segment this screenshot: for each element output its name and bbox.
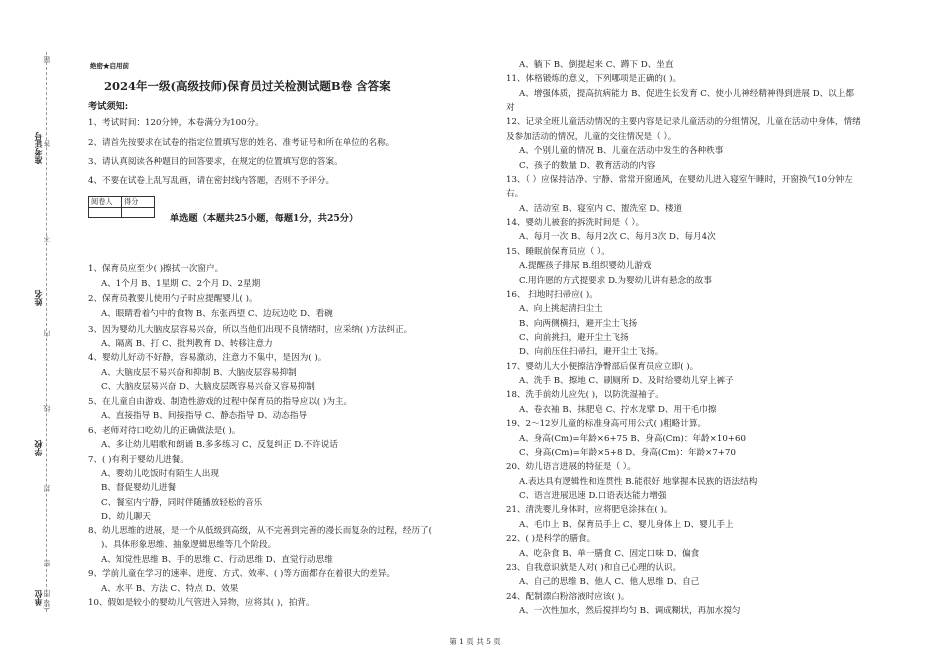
question-line: A、向上挑起清扫尘土 bbox=[519, 304, 603, 314]
question-line: C、向前挑扫，避开尘土飞扬 bbox=[519, 333, 629, 343]
question-line: A.提醒孩子排尿 B.组织婴幼儿游戏 bbox=[519, 261, 652, 271]
margin-mark: 图 bbox=[43, 590, 51, 597]
question-line: 22、( )是科学的膳食。 bbox=[506, 534, 596, 544]
question-line: A、1个月 B、1星期 C、2个月 D、2星期 bbox=[101, 279, 261, 289]
margin-label-unit: 单位 bbox=[33, 590, 43, 606]
margin-mark: (装 bbox=[43, 600, 51, 610]
question-line: A、大脑皮层不易兴奋和抑制 B、大脑皮层容易抑制 bbox=[101, 368, 297, 378]
margin-label-school: 学校 bbox=[33, 440, 43, 456]
question-line: A、多让幼儿唱歌和朗诵 B.多多练习 C、反复纠正 D.不许说话 bbox=[101, 440, 338, 450]
question-line: 9、学前儿童在学习的速率、进度、方式、效率、( )等方面都存在着很大的差异。 bbox=[88, 569, 396, 579]
question-line: 13、（ ）应保持洁净、宁静、常常开窗通风，在婴幼儿进入寝室午睡时，开窗换气10分钟左 bbox=[506, 175, 853, 185]
confidential-note: 绝密★启用前 bbox=[90, 62, 129, 70]
question-line: A、吃杂食 B、单一膳食 C、固定口味 D、偏食 bbox=[519, 549, 700, 559]
margin-mark: 内 bbox=[43, 330, 51, 337]
page-footer: 第 1 页 共 5 页 bbox=[449, 637, 501, 646]
instruction-item: 1、考试时间：120分钟，本卷满分为100分。 bbox=[88, 118, 264, 128]
question-line: 12、记录全班儿童活动情况的主要内容是记录儿童活动的分组情况，儿童在活动中身体，情绪 bbox=[506, 117, 861, 127]
score-cell bbox=[89, 208, 122, 218]
question-line: 11、体格锻炼的意义，下列哪项是正确的( )。 bbox=[506, 74, 682, 84]
question-line: 右。 bbox=[506, 189, 524, 199]
score-table bbox=[88, 196, 155, 218]
question-line: A、水平 B、方法 C、特点 D、效果 bbox=[101, 584, 239, 594]
question-line: A、增强体质，提高抗病能力 B、促进生长发育 C、使小儿神经精神得到进展 D、以上都 bbox=[519, 89, 854, 99]
question-line: A、每月一次 B、每月2次 C、每月3次 D、每月4次 bbox=[519, 232, 716, 242]
question-line: A、个别儿童的情况 B、儿童在活动中发生的各种秩事 bbox=[519, 146, 724, 156]
question-line: A、婴幼儿吃饭时有陌生人出现 bbox=[101, 469, 219, 479]
score-table-score: 得分 bbox=[122, 197, 155, 208]
question-line: A、隔离 B、打 C、批判教育 D、转移注意力 bbox=[101, 339, 273, 349]
question-line: 24、配制漂白粉溶液时应该( )。 bbox=[506, 592, 630, 602]
margin-label-exam-number: 准考证号 bbox=[33, 132, 43, 164]
question-line: A、卷衣袖 B、抹肥皂 C、拧水龙擘 D、用干毛巾擦 bbox=[519, 405, 717, 415]
question-line: C、身高(Cm)=年龄×5+8 D、身高(Cm)：年龄×7+70 bbox=[519, 448, 736, 458]
question-line: 对 bbox=[506, 103, 515, 113]
question-line: 1、保育员应至少( )擦拭一次窗户。 bbox=[88, 264, 224, 274]
question-line: A、直接指导 B、间接指导 C、静态指导 D、动态指导 bbox=[101, 411, 308, 421]
question-line: 4、婴幼儿好动不好静，容易激动，注意力不集中，是因为( )。 bbox=[88, 353, 327, 363]
question-line: A、知觉性思维 B、手的思维 C、行动思维 D、直觉行动思维 bbox=[101, 555, 333, 565]
question-line: C.用许愿的方式提要求 D.为婴幼儿讲有悬念的故事 bbox=[519, 276, 712, 286]
question-line: C、大脑皮层易兴奋 D、大脑皮层既容易兴奋又容易抑制 bbox=[101, 382, 315, 392]
question-line: )、具体形象思维、抽象逻辑思维等几个阶段。 bbox=[101, 540, 277, 550]
question-line: 及参加活动的情况，儿童的交往情况是（ ）。 bbox=[506, 132, 677, 142]
question-line: C、餐室内宁静，同时伴随播放轻松的音乐 bbox=[101, 498, 263, 508]
margin-mark: 封 bbox=[43, 485, 51, 492]
instruction-item: 3、请认真阅读各种题目的回答要求，在规定的位置填写您的答案。 bbox=[88, 157, 343, 167]
question-line: D、向前压住扫帚扫，避开尘土飞扬。 bbox=[519, 347, 664, 357]
question-line: A、毛巾上 B、保育员手上 C、婴儿身体上 D、婴儿手上 bbox=[519, 520, 734, 530]
question-line: 15、睡眠前保育员应（ ）。 bbox=[506, 247, 610, 257]
margin-mark: 密 bbox=[43, 560, 51, 567]
question-line: 20、幼儿语言进展的特征是（ ）。 bbox=[506, 462, 636, 472]
question-line: A、一次性加水，然后搅拌均匀 B、调成糊状，再加水搅匀 bbox=[519, 606, 741, 616]
question-line: A、躺下 B、倒提起来 C、蹲下 D、坐直 bbox=[519, 60, 674, 70]
question-line: A、身高(Cm)=年龄×6+75 B、身高(Cm)：年龄×10+60 bbox=[519, 434, 746, 444]
question-line: 17、婴幼儿大小便擦洁净臀部后保育员应立即( )。 bbox=[506, 362, 699, 372]
question-line: 21、清洗婴儿身体时，应将肥皂涂抹在( )。 bbox=[506, 505, 673, 515]
question-line: B、向两侧横扫，避开尘土飞扬 bbox=[519, 319, 638, 329]
question-line: 2、保育员教要儿使用勺子时应提醒婴儿( )。 bbox=[88, 294, 258, 304]
question-line: A、眼睛看着勺中的食物 B、东张西望 C、边玩边吃 D、看碗 bbox=[101, 309, 333, 319]
score-table-grader: 阅卷人 bbox=[89, 197, 122, 208]
question-line: 10、假如是较小的婴幼儿气管进入异物，应将其( )，拍背。 bbox=[88, 598, 315, 608]
margin-mark: 不 bbox=[43, 235, 51, 242]
section-title: 单选题（本题共25小题，每题1分，共25分） bbox=[170, 213, 359, 224]
question-line: 18、洗手前幼儿应先( )，以防洗湿袖子。 bbox=[506, 390, 664, 400]
question-line: A、活动室 B、寝室内 C、盥洗室 D、楼道 bbox=[519, 204, 683, 214]
margin-mark: 答 bbox=[43, 140, 51, 147]
margin-mark: 题 bbox=[43, 56, 51, 63]
score-cell bbox=[122, 208, 155, 218]
question-line: C、语言进展迅速 D.口语表达能力增强 bbox=[519, 491, 667, 501]
question-line: 5、在儿童自由游戏、制造性游戏的过程中保育员的指导应以( )为主。 bbox=[88, 397, 353, 407]
question-line: 23、自我意识就是人对( )和自己心理的认识。 bbox=[506, 563, 682, 573]
question-line: C、孩子的数量 D、教育活动的内容 bbox=[519, 161, 656, 171]
instruction-item: 4、不要在试卷上乱写乱画，请在密封线内答题，否则不予评分。 bbox=[88, 176, 335, 186]
question-line: 3、因为婴幼儿大脑皮层容易兴奋，所以当他们出现不良情绪时，应采纳( )方法纠正。 bbox=[88, 325, 413, 335]
margin-mark: 线 bbox=[43, 405, 51, 412]
margin-label-name: 姓名 bbox=[33, 290, 43, 306]
question-line: 6、老师对待口吃幼儿的正确做法是( )。 bbox=[88, 426, 241, 436]
question-line: 14、婴幼儿被套的拆洗时间是（ ）。 bbox=[506, 218, 645, 228]
question-line: 19、2～12岁儿童的标准身高可用公式( )粗略计算。 bbox=[506, 419, 707, 429]
question-line: 8、幼儿思维的进展，是一个从低级到高级，从不完善到完善的漫长而复杂的过程，经历了( bbox=[88, 526, 432, 536]
question-line: A、洗手 B、擦地 C、刷厕所 D、及时给婴幼儿穿上裤子 bbox=[519, 376, 734, 386]
instruction-item: 2、请首先按要求在试卷的指定位置填写您的姓名、准考证号和所在单位的名称。 bbox=[88, 138, 395, 148]
question-line: A.表达具有逻辑性和连贯性 B.能很好 地掌握本民族的语法结构 bbox=[519, 477, 758, 487]
question-line: 16、 扫地时扫帚应( )。 bbox=[506, 290, 598, 300]
instructions-heading: 考试须知: bbox=[88, 101, 129, 112]
question-line: A、自己的思维 B、他人 C、他人思维 D、自己 bbox=[519, 577, 700, 587]
question-line: D、幼儿聊天 bbox=[101, 512, 151, 522]
page-title: 2024年一级(高级技师)保育员过关检测试题B卷 含答案 bbox=[104, 79, 391, 93]
question-line: 7、( )有利于婴幼儿进餐。 bbox=[88, 455, 189, 465]
question-line: B、督促婴幼儿进餐 bbox=[101, 483, 177, 493]
